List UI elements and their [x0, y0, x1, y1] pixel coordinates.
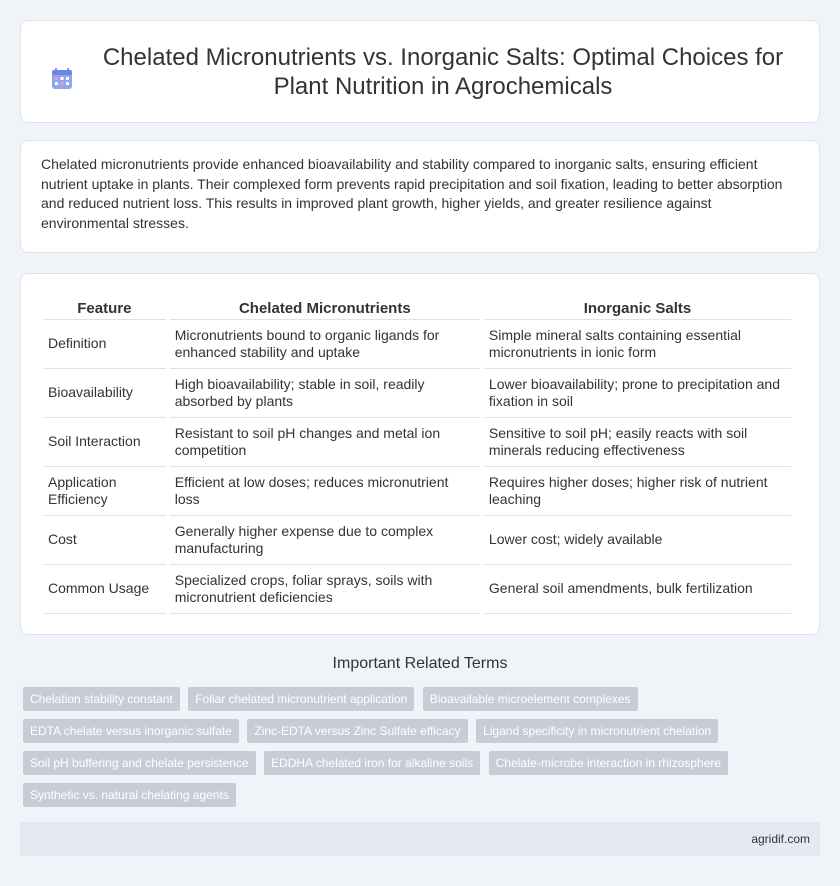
related-term-tag[interactable]: Foliar chelated micronutrient application	[188, 687, 414, 711]
feature-cell: Definition	[43, 320, 166, 369]
related-term-tag[interactable]: Chelate-microbe interaction in rhizosphere	[489, 751, 728, 775]
related-term-tag[interactable]: EDDHA chelated iron for alkaline soils	[264, 751, 480, 775]
related-term-tag[interactable]: Synthetic vs. natural chelating agents	[23, 783, 236, 807]
inorganic-cell: General soil amendments, bulk fertilization	[484, 565, 791, 614]
feature-cell: Bioavailability	[43, 369, 166, 418]
related-term-tag[interactable]: Soil pH buffering and chelate persistence	[23, 751, 256, 775]
related-term-tag[interactable]: Bioavailable microelement complexes	[423, 687, 638, 711]
page-title: Chelated Micronutrients vs. Inorganic Salts: Optimal Choices for Plant Nutrition in Agrochemicals	[102, 43, 784, 100]
inorganic-cell: Simple mineral salts containing essential micronutrients in ionic form	[484, 320, 791, 369]
table-row	[43, 565, 791, 614]
table-header-row	[43, 296, 791, 320]
header	[50, 43, 790, 101]
intro-card	[20, 140, 820, 253]
inorganic-cell: Lower cost; widely available	[484, 516, 791, 565]
related-term-tag[interactable]: EDTA chelate versus inorganic sulfate	[23, 719, 239, 743]
related-terms-title: Important Related Terms	[332, 655, 508, 672]
header-card	[20, 20, 820, 123]
table-row	[43, 467, 791, 516]
comparison-table	[39, 296, 795, 614]
table-row	[43, 369, 791, 418]
inorganic-cell: Lower bioavailability; prone to precipitation and fixation in soil	[484, 369, 791, 418]
feature-cell: Common Usage	[43, 565, 166, 614]
table-row	[43, 418, 791, 467]
feature-cell: Soil Interaction	[43, 418, 166, 467]
chelated-cell: Resistant to soil pH changes and metal ion competition	[170, 418, 480, 467]
related-terms-list	[23, 687, 813, 815]
chelated-cell: Efficient at low doses; reduces micronutrient loss	[170, 467, 480, 516]
related-term-tag[interactable]: Chelation stability constant	[23, 687, 180, 711]
footer	[20, 822, 820, 856]
feature-cell: Application Efficiency	[43, 467, 166, 516]
chelated-cell: High bioavailability; stable in soil, readily absorbed by plants	[170, 369, 480, 418]
comparison-card	[20, 273, 820, 635]
table-row	[43, 320, 791, 369]
calendar-icon	[50, 67, 74, 91]
inorganic-cell: Requires higher doses; higher risk of nutrient leaching	[484, 467, 791, 516]
intro-paragraph: Chelated micronutrients provide enhanced bioavailability and stability compared to inorganic salts, ensuring efficient nutrient uptake in plants. Their complexed form prevents rapid precipitation and soil fixation, leading to better absorption and reduced nutrient loss. This results in improved plant growth, higher yields, and greater resilience against environmental stresses.	[41, 156, 783, 231]
chelated-cell: Specialized crops, foliar sprays, soils with micronutrient deficiencies	[170, 565, 480, 614]
header-inorganic: Inorganic Salts	[484, 296, 791, 320]
footer-site-link[interactable]: agridif.com	[751, 832, 810, 846]
header-chelated: Chelated Micronutrients	[170, 296, 480, 320]
related-term-tag[interactable]: Zinc-EDTA versus Zinc Sulfate efficacy	[247, 719, 467, 743]
chelated-cell: Micronutrients bound to organic ligands for enhanced stability and uptake	[170, 320, 480, 369]
related-term-tag[interactable]: Ligand specificity in micronutrient chelation	[476, 719, 718, 743]
header-feature: Feature	[43, 296, 166, 320]
chelated-cell: Generally higher expense due to complex manufacturing	[170, 516, 480, 565]
inorganic-cell: Sensitive to soil pH; easily reacts with soil minerals reducing effectiveness	[484, 418, 791, 467]
feature-cell: Cost	[43, 516, 166, 565]
table-row	[43, 516, 791, 565]
